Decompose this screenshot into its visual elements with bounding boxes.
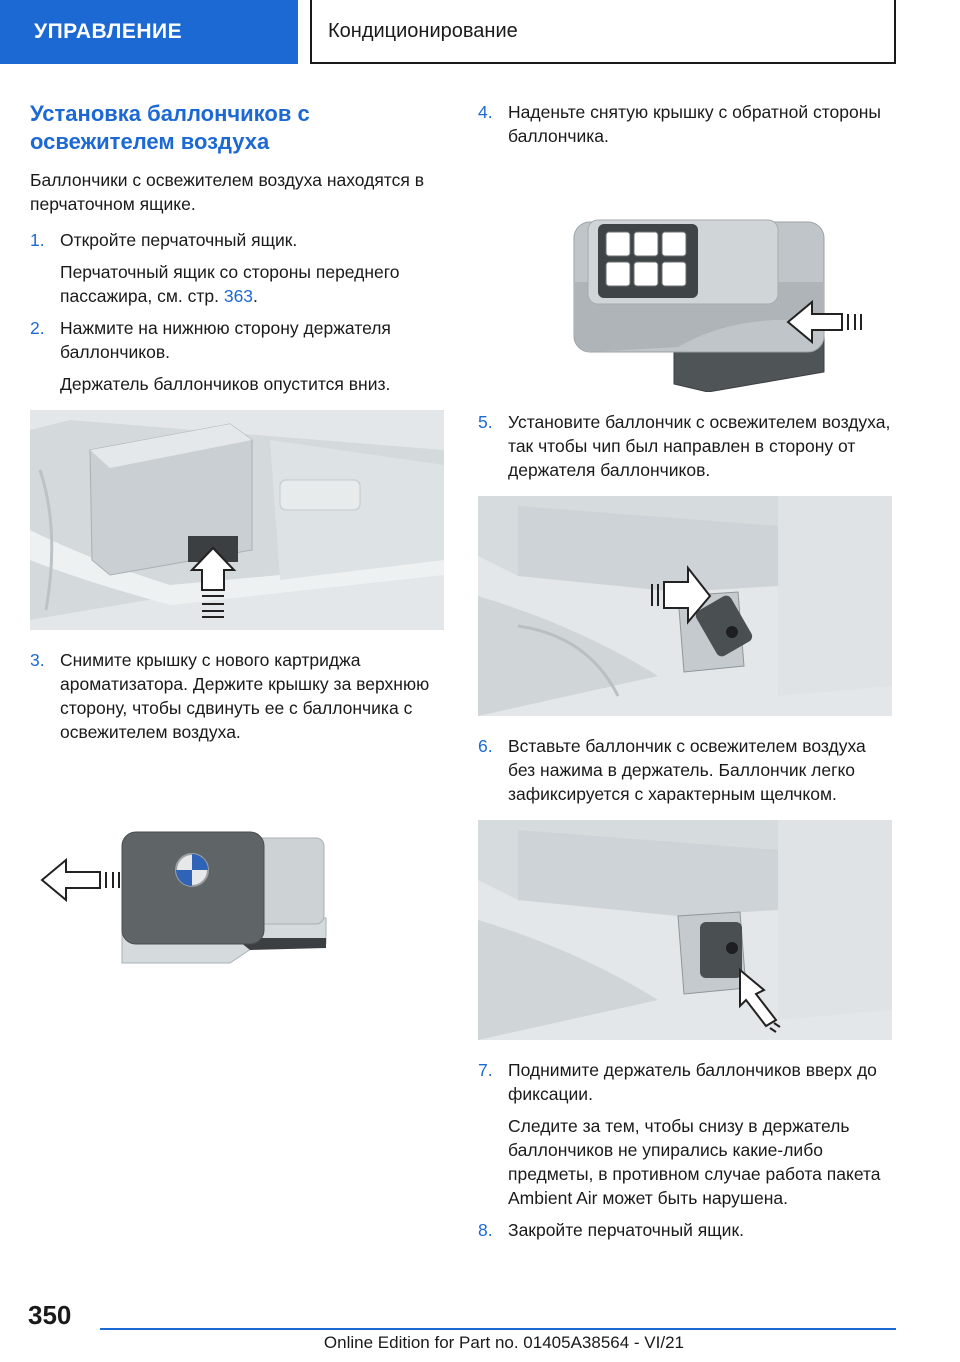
step-5 xyxy=(478,410,892,482)
step-2-note: Держатель баллончиков опустится вниз. xyxy=(60,374,391,394)
step-text: Снимите крышку с нового картриджа аромaтизатора. Держите крышку за верхнюю сторону, чтобы сдвинуть ее с баллончика с освежителем воздуха. xyxy=(60,650,430,742)
figure-cap-on-back xyxy=(478,162,892,392)
step-text: Наденьте снятую крышку с обратной стороны баллончика. xyxy=(508,102,881,146)
figure-glovebox-press xyxy=(30,410,444,630)
step-text: Откройте перчаточный ящик. xyxy=(60,230,298,250)
step-text: Вставьте баллончик с освежителем воздуха без нажима в держатель. Баллончик легко зафиксируется с характерным щелчком. xyxy=(508,736,866,804)
step-4 xyxy=(478,100,892,148)
note-tail: . xyxy=(253,286,258,306)
header-section: УПРАВЛЕНИЕ xyxy=(0,0,298,64)
step-6 xyxy=(478,734,892,806)
note-text: Перчаточный ящик со стороны переднего пассажира, см. стр. xyxy=(60,262,400,306)
step-number: 7. xyxy=(478,1060,493,1080)
figure-snap-in xyxy=(478,820,892,1040)
figure-insert-cartridge xyxy=(478,496,892,716)
step-7 xyxy=(478,1058,892,1106)
step-text: Поднимите держатель баллончиков вверх до фиксации. xyxy=(508,1060,877,1104)
step-number: 2. xyxy=(30,318,45,338)
step-number: 4. xyxy=(478,102,493,122)
step-text: Установите баллончик с освежителем воздуха, так чтобы чип был направлен в сторону от держателя баллончиков. xyxy=(508,412,891,480)
footer-divider xyxy=(100,1328,896,1330)
step-3 xyxy=(30,648,444,744)
step-2 xyxy=(30,316,444,364)
step-number: 6. xyxy=(478,736,493,756)
page-link[interactable]: 363 xyxy=(223,286,254,306)
step-1 xyxy=(30,228,444,252)
article-heading: Установка баллончиков с освежителем воздуха xyxy=(30,101,310,154)
left-column xyxy=(30,100,444,1026)
footer-edition: Online Edition for Part no. 01405A38564 - VI/21 xyxy=(323,1333,684,1352)
article-intro: Баллончики с освежителем воздуха находятся в перчаточном ящике. xyxy=(30,170,425,214)
step-number: 5. xyxy=(478,412,493,432)
step-8 xyxy=(478,1218,892,1242)
step-text: Закройте перчаточный ящик. xyxy=(508,1220,744,1240)
step-text: Нажмите на нижнюю сторону держателя баллончиков. xyxy=(60,318,391,362)
step-number: 1. xyxy=(30,230,45,250)
step-number: 3. xyxy=(30,650,45,670)
page-number: 350 xyxy=(28,1300,72,1330)
right-column xyxy=(478,100,892,1250)
header-title: Кондиционирование xyxy=(310,0,896,64)
step-number: 8. xyxy=(478,1220,493,1240)
figure-remove-cap xyxy=(30,758,444,1008)
step-1-note xyxy=(30,260,444,308)
step-7-note: Следите за тем, чтобы снизу в держатель баллончиков не упирались какие-либо предметы, в противном случае работа пакета Ambient Air может быть нарушена. xyxy=(508,1116,881,1208)
